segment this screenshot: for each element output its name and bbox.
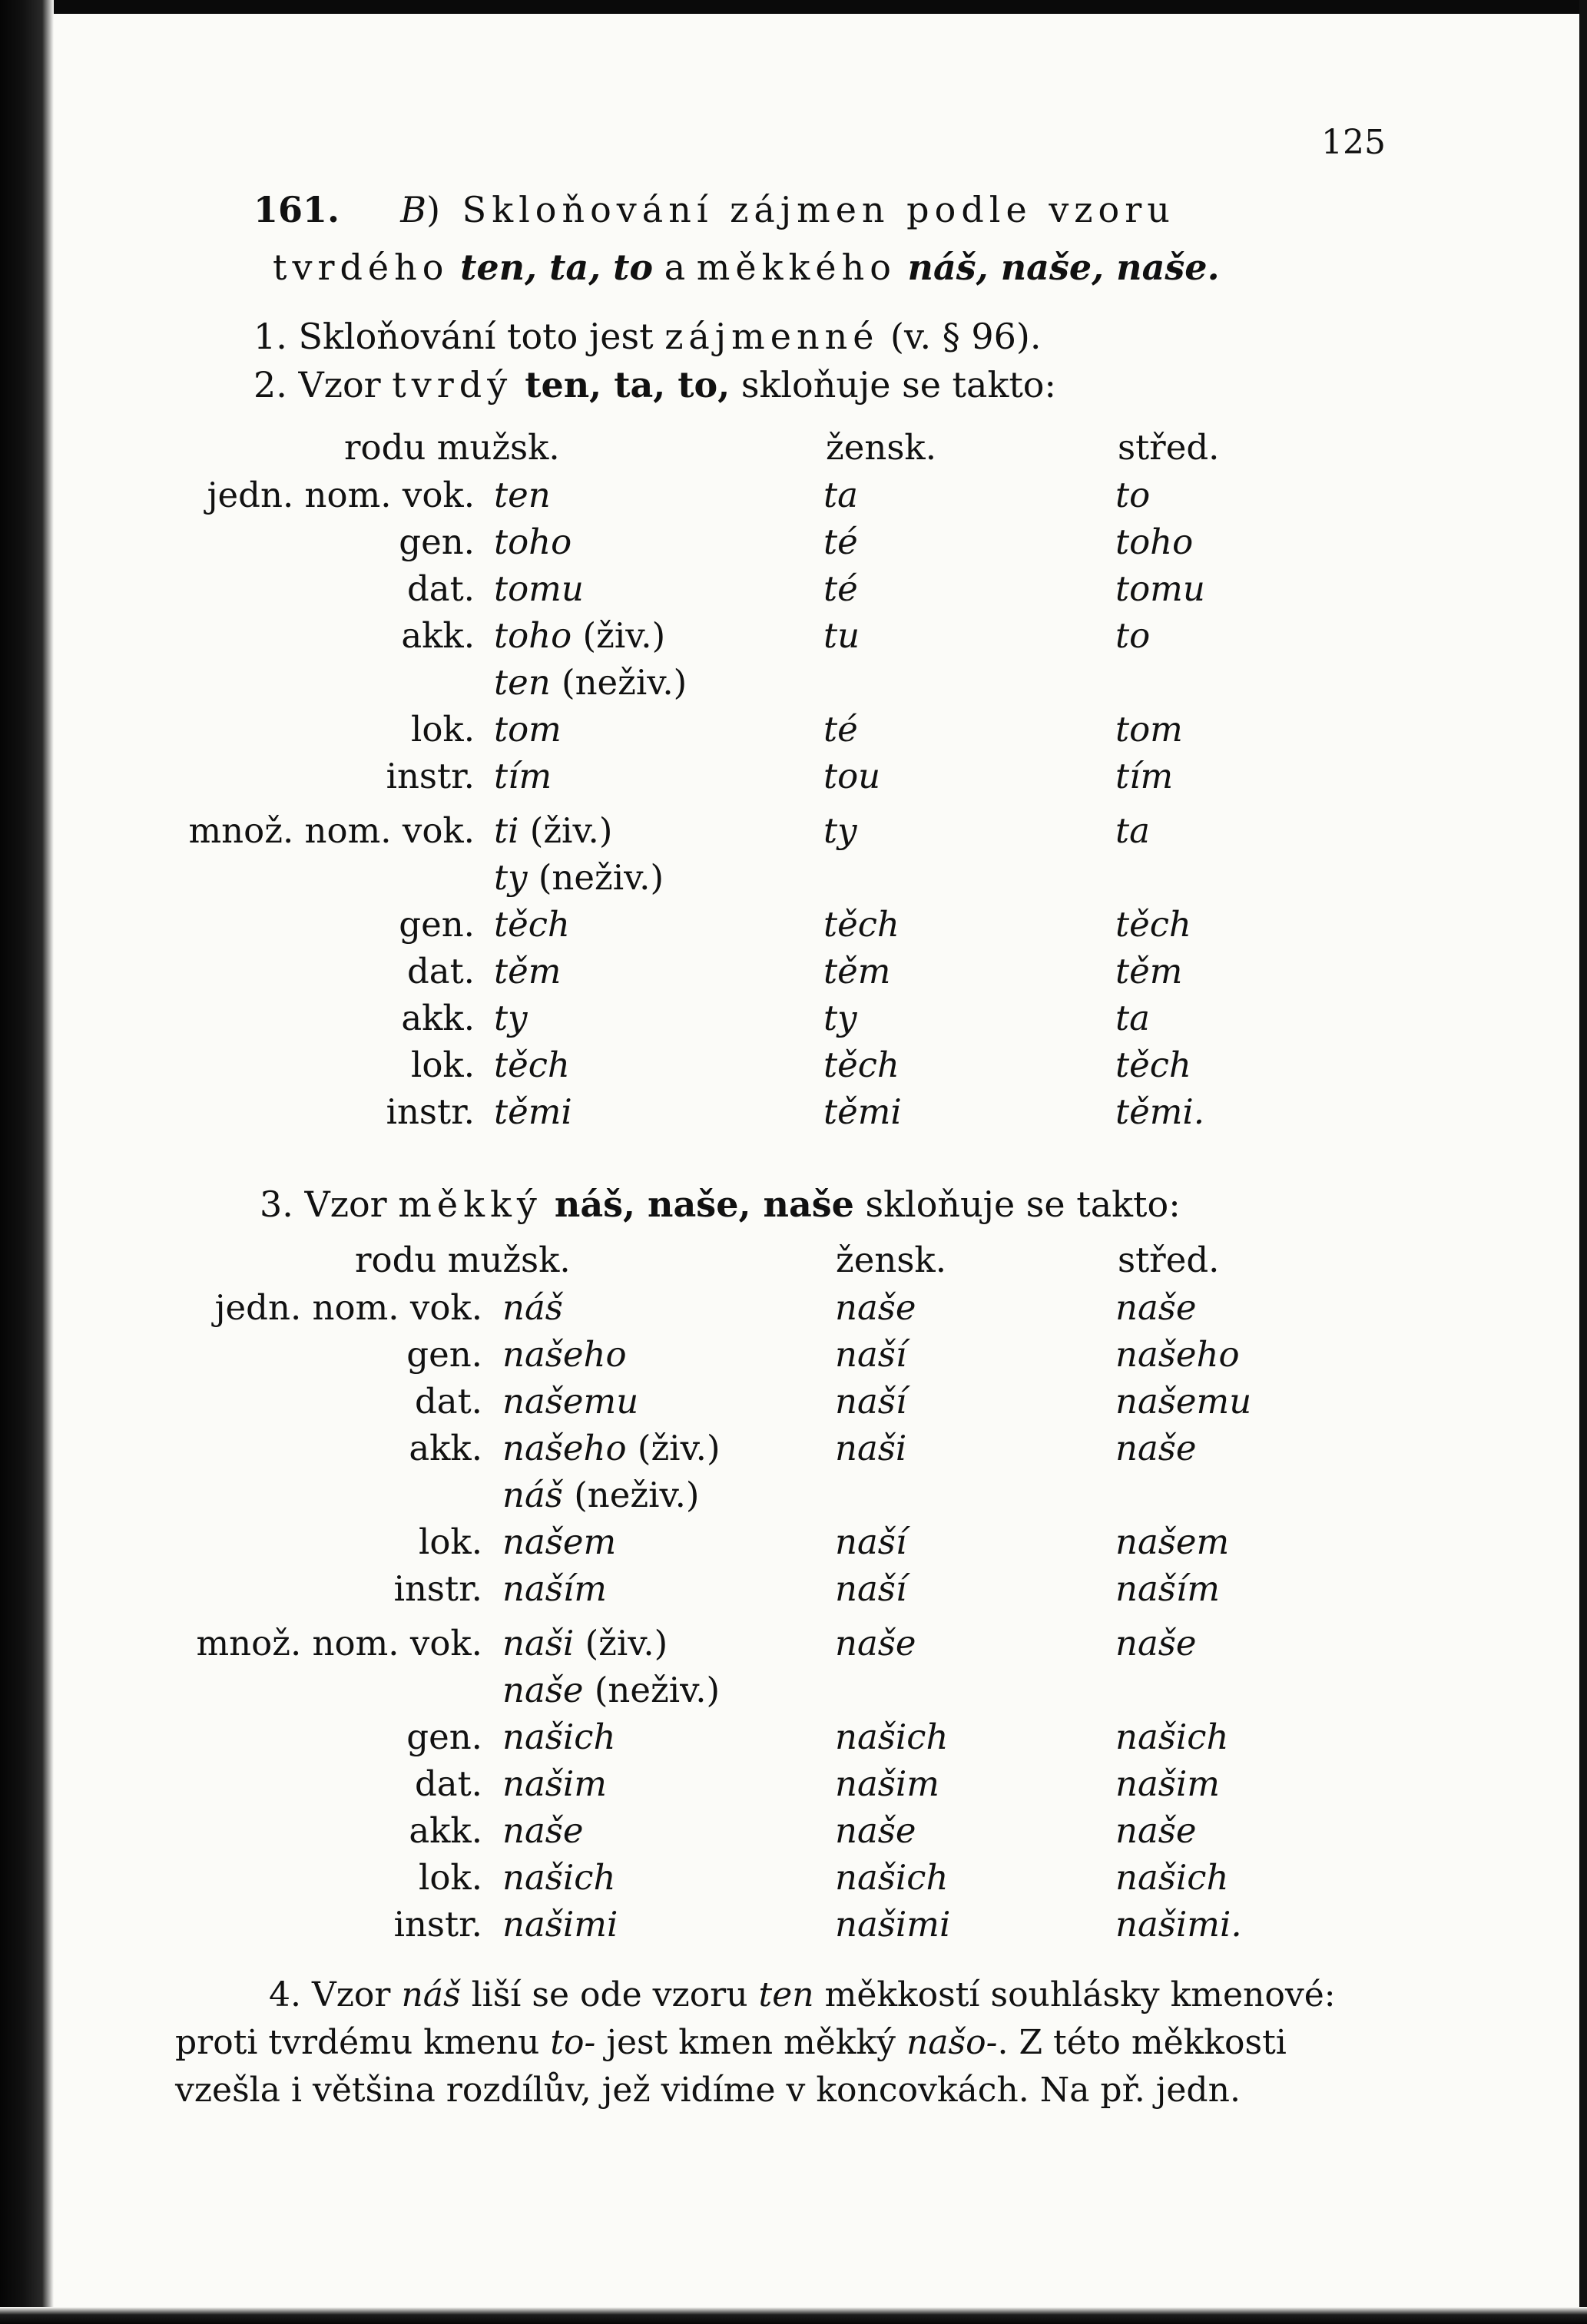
feminine-form: té	[823, 709, 858, 750]
neuter-form: to	[1115, 615, 1151, 656]
masculine-form: našem	[502, 1521, 617, 1562]
declension-row	[0, 1904, 1587, 1950]
masculine-form: naše (neživ.)	[502, 1670, 721, 1710]
heading-forms-hard: ten, ta, to	[460, 247, 654, 288]
case-label: gen.	[399, 904, 475, 945]
masculine-form: těch	[494, 904, 570, 945]
masculine-form: těm	[494, 951, 562, 992]
masculine-form: našeho (živ.)	[502, 1428, 721, 1468]
case-label: lok.	[418, 1857, 482, 1898]
case-label: gen.	[399, 521, 475, 562]
feminine-form: našich	[835, 1717, 949, 1757]
feminine-form: naše	[835, 1287, 916, 1328]
page-number: 125	[1321, 123, 1386, 162]
feminine-form: ty	[823, 810, 857, 851]
declension-row	[0, 1044, 1587, 1091]
item-1: 1. Skloňování toto jest zájmenné (v. § 96).	[253, 316, 1042, 357]
declension-row	[0, 475, 1587, 521]
case-label: jedn. nom. vok.	[214, 1287, 482, 1328]
heading-text-2c: měkkého	[696, 247, 896, 288]
case-label: dat.	[414, 1763, 482, 1804]
masculine-form: našich	[502, 1857, 616, 1898]
header-feminine: žensk.	[826, 427, 936, 468]
section-heading-line2	[273, 247, 1220, 288]
neuter-form: těch	[1115, 904, 1191, 945]
neuter-form: našeho	[1115, 1334, 1240, 1375]
neuter-form: naším	[1115, 1568, 1220, 1609]
masculine-form: naším	[502, 1568, 607, 1609]
header-neuter: střed.	[1118, 427, 1220, 468]
masculine-form: toho	[494, 521, 572, 562]
declension-row	[0, 662, 1587, 708]
neuter-form: tomu	[1115, 568, 1205, 609]
case-label: akk.	[409, 1810, 482, 1851]
case-label: lok.	[418, 1521, 482, 1562]
neuter-form: tím	[1115, 756, 1174, 796]
masculine-form: ten (neživ.)	[494, 662, 687, 703]
masculine-form: ti (živ.)	[494, 810, 613, 851]
declension-row	[0, 568, 1587, 614]
case-label: dat.	[406, 568, 475, 609]
declension-row	[0, 1381, 1587, 1427]
feminine-form: těch	[823, 1044, 900, 1085]
feminine-form: našich	[835, 1857, 949, 1898]
neuter-form: toho	[1115, 521, 1194, 562]
case-label: dat.	[406, 951, 475, 992]
feminine-form: naší	[835, 1334, 907, 1375]
neuter-form: naše	[1115, 1623, 1197, 1664]
neuter-form: tom	[1115, 709, 1183, 750]
feminine-form: těm	[823, 951, 891, 992]
scan-border-top	[0, 0, 1587, 14]
feminine-form: ta	[823, 475, 858, 515]
header-neuter: střed.	[1118, 1240, 1220, 1280]
neuter-form: naše	[1115, 1287, 1197, 1328]
neuter-form: těch	[1115, 1044, 1191, 1085]
scan-border-right	[1579, 0, 1587, 2324]
case-label: akk.	[409, 1428, 482, 1468]
declension-row	[0, 1475, 1587, 1521]
case-label: množ. nom. vok.	[188, 810, 475, 851]
neuter-form: naše	[1115, 1428, 1197, 1468]
declension-row	[0, 615, 1587, 661]
case-label: množ. nom. vok.	[196, 1623, 482, 1664]
scan-border-left	[0, 0, 54, 2324]
feminine-form: naši	[835, 1428, 907, 1468]
item-4-line2: proti tvrdému kmenu to- jest kmen měkký našo-. Z této měkkosti	[175, 2023, 1287, 2062]
masculine-form: našich	[502, 1717, 616, 1757]
declension-row	[0, 521, 1587, 568]
masculine-form: tomu	[494, 568, 584, 609]
section-heading-line1	[253, 189, 1175, 230]
declension-row	[0, 998, 1587, 1044]
feminine-form: našim	[835, 1763, 939, 1804]
neuter-form: našemu	[1115, 1381, 1252, 1422]
feminine-form: naší	[835, 1521, 907, 1562]
masculine-form: ty (neživ.)	[494, 857, 664, 898]
masculine-form: ty	[494, 998, 528, 1038]
declension-row	[0, 1717, 1587, 1763]
case-label: instr.	[393, 1568, 482, 1609]
declension-row	[0, 810, 1587, 856]
neuter-form: našimi.	[1115, 1904, 1242, 1945]
feminine-form: naše	[835, 1623, 916, 1664]
declension-row	[0, 1623, 1587, 1669]
case-label: akk.	[401, 998, 475, 1038]
heading-text-1: ) Skloňování zájmen podle vzoru	[426, 189, 1175, 230]
masculine-form: těch	[494, 1044, 570, 1085]
case-label: gen.	[406, 1334, 482, 1375]
masculine-form: ten	[494, 475, 551, 515]
neuter-form: našim	[1115, 1763, 1220, 1804]
header-feminine: žensk.	[836, 1240, 946, 1280]
declension-row	[0, 1763, 1587, 1809]
item-4-line1: 4. Vzor náš liší se ode vzoru ten měkkostí souhlásky kmenové:	[269, 1975, 1336, 2014]
header-masculine: rodu mužsk.	[355, 1240, 571, 1280]
masculine-form: našeho	[502, 1334, 627, 1375]
feminine-form: ty	[823, 998, 857, 1038]
case-label: instr.	[386, 1091, 475, 1132]
item-2: 2. Vzor tvrdý ten, ta, to, skloňuje se takto:	[253, 364, 1056, 406]
feminine-form: těch	[823, 904, 900, 945]
case-label: akk.	[401, 615, 475, 656]
declension-row	[0, 1857, 1587, 1903]
case-label: lok.	[410, 1044, 475, 1085]
masculine-form: tím	[494, 756, 552, 796]
item-3: 3. Vzor měkký náš, naše, naše skloňuje se takto:	[260, 1184, 1181, 1225]
case-label: instr.	[386, 756, 475, 796]
declension-row	[0, 904, 1587, 950]
item-4-line3: vzešla i většina rozdílův, jež vidíme v koncovkách. Na př. jedn.	[175, 2071, 1241, 2110]
neuter-form: našich	[1115, 1857, 1229, 1898]
declension-row	[0, 1287, 1587, 1333]
neuter-form: to	[1115, 475, 1151, 515]
declension-row	[0, 756, 1587, 802]
case-label: jedn. nom. vok.	[207, 475, 475, 515]
masculine-form: náš	[502, 1287, 563, 1328]
feminine-form: tou	[823, 756, 881, 796]
table2-header	[0, 1240, 1587, 1286]
feminine-form: té	[823, 568, 858, 609]
feminine-form: našimi	[835, 1904, 951, 1945]
feminine-form: naše	[835, 1810, 916, 1851]
feminine-form: těmi	[823, 1091, 902, 1132]
declension-row	[0, 1670, 1587, 1716]
masculine-form: toho (živ.)	[494, 615, 666, 656]
neuter-form: ta	[1115, 998, 1150, 1038]
scan-border-bottom	[0, 2307, 1587, 2324]
declension-row	[0, 1521, 1587, 1568]
section-number: 161.	[253, 189, 340, 230]
masculine-form: tom	[494, 709, 562, 750]
header-masculine: rodu mužsk.	[344, 427, 560, 468]
masculine-form: našemu	[502, 1381, 639, 1422]
masculine-form: náš (neživ.)	[502, 1475, 700, 1515]
masculine-form: naši (živ.)	[502, 1623, 668, 1664]
masculine-form: těmi	[494, 1091, 572, 1132]
masculine-form: našimi	[502, 1904, 618, 1945]
masculine-form: naše	[502, 1810, 584, 1851]
declension-row	[0, 951, 1587, 997]
feminine-form: naší	[835, 1568, 907, 1609]
declension-row	[0, 857, 1587, 903]
declension-row	[0, 1091, 1587, 1137]
case-label: dat.	[414, 1381, 482, 1422]
neuter-form: těm	[1115, 951, 1183, 992]
table1-header	[0, 427, 1587, 473]
neuter-form: naše	[1115, 1810, 1197, 1851]
case-label: instr.	[393, 1904, 482, 1945]
neuter-form: našem	[1115, 1521, 1230, 1562]
declension-row	[0, 709, 1587, 755]
declension-row	[0, 1568, 1587, 1614]
feminine-form: naší	[835, 1381, 907, 1422]
declension-row	[0, 1334, 1587, 1380]
section-letter: B	[400, 189, 427, 230]
declension-row	[0, 1810, 1587, 1856]
neuter-form: těmi.	[1115, 1091, 1205, 1132]
feminine-form: tu	[823, 615, 860, 656]
heading-text-2b: a	[653, 247, 697, 288]
declension-row	[0, 1428, 1587, 1474]
masculine-form: našim	[502, 1763, 607, 1804]
neuter-form: našich	[1115, 1717, 1229, 1757]
feminine-form: té	[823, 521, 858, 562]
case-label: gen.	[406, 1717, 482, 1757]
case-label: lok.	[410, 709, 475, 750]
neuter-form: ta	[1115, 810, 1150, 851]
heading-text-2a: tvrdého	[273, 247, 449, 288]
heading-forms-soft: náš, naše, naše.	[907, 247, 1220, 288]
